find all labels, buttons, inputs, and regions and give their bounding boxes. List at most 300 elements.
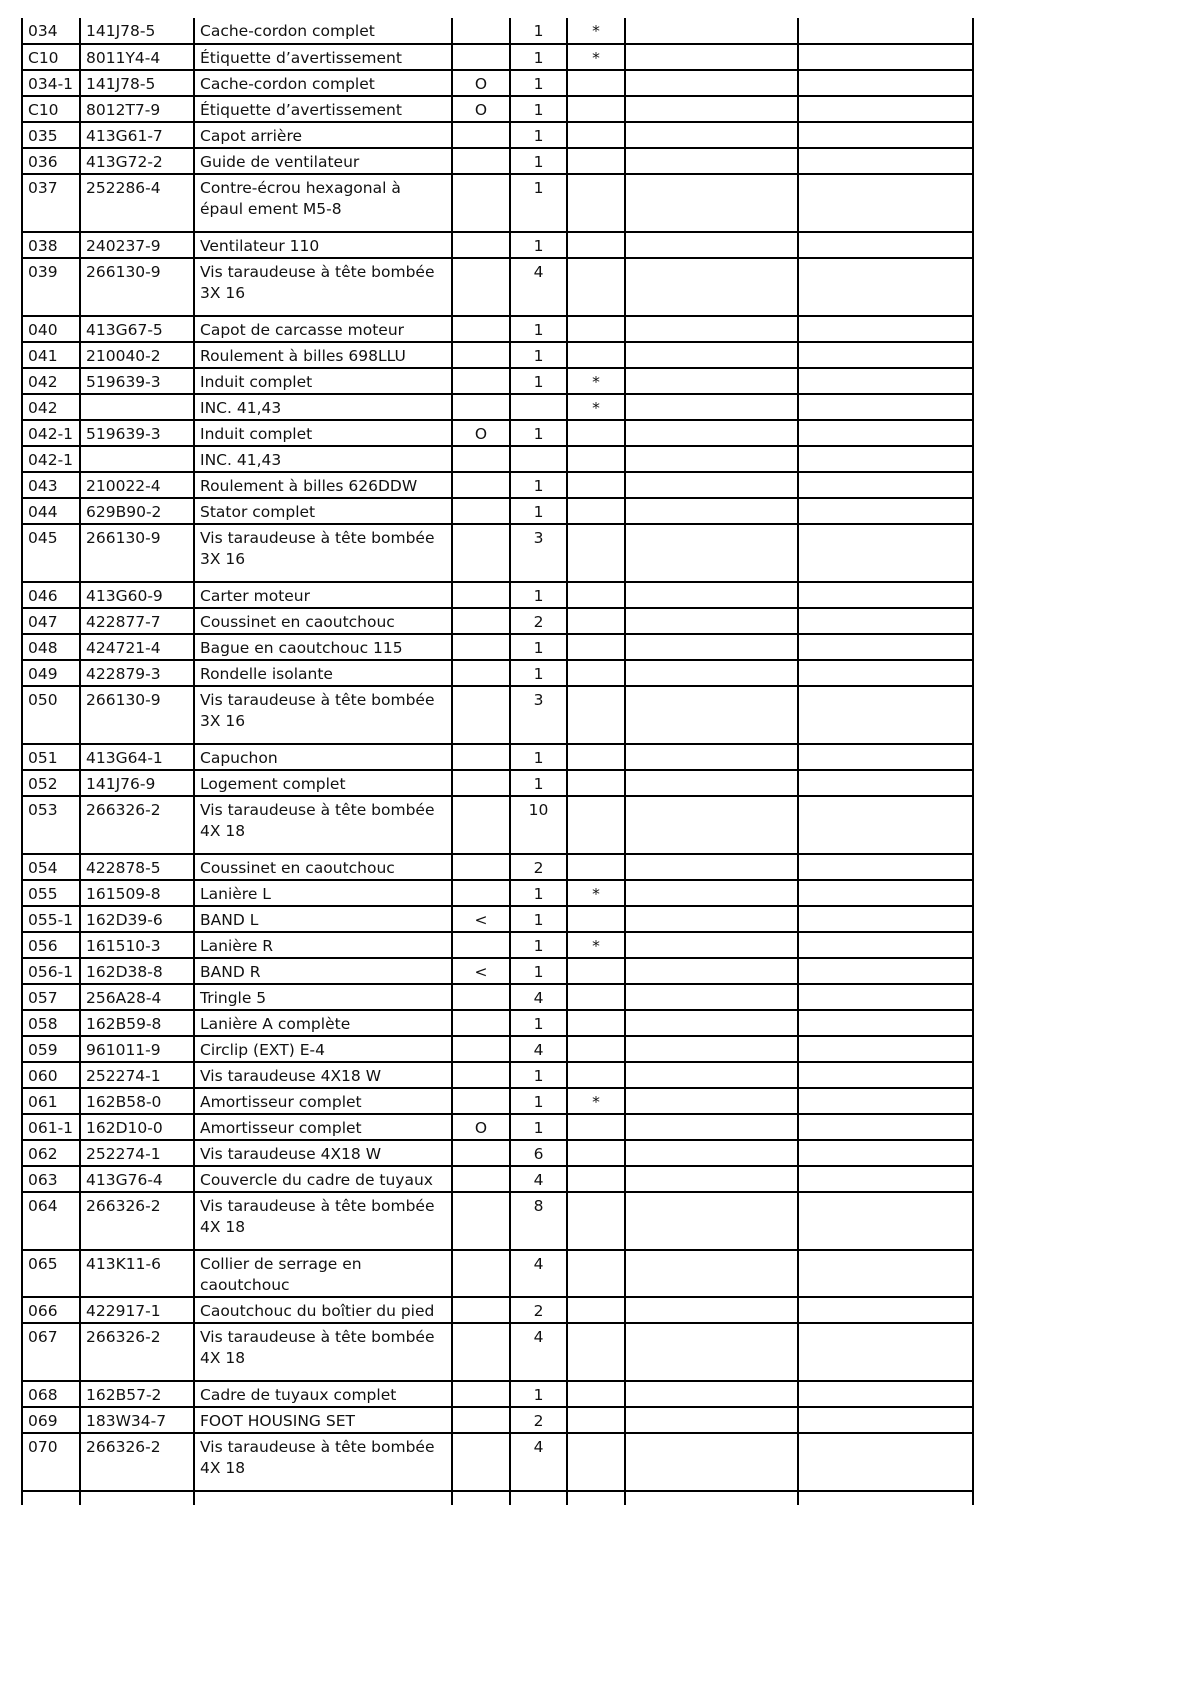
- ref-number-cell: 040: [22, 316, 80, 342]
- table-row: [22, 316, 973, 342]
- quantity-cell: 1: [510, 634, 567, 660]
- quantity-cell: 1: [510, 44, 567, 70]
- description-cell: Vis taraudeuse à tête bombée 3X 16: [194, 686, 452, 744]
- part-number-cell: 422878-5: [80, 854, 194, 880]
- description-cell: Vis taraudeuse à tête bombée 3X 16: [194, 258, 452, 316]
- description-cell: Cache-cordon complet: [194, 18, 452, 44]
- description-cell: Logement complet: [194, 770, 452, 796]
- blank-cell: [625, 744, 798, 770]
- ref-number-cell: 066: [22, 1297, 80, 1323]
- note-cell: *: [567, 18, 625, 44]
- table-row: [22, 232, 973, 258]
- part-number-cell: 141J78-5: [80, 18, 194, 44]
- description-cell: Vis taraudeuse à tête bombée 4X 18: [194, 1433, 452, 1491]
- blank-cell: [625, 660, 798, 686]
- table-row: [22, 854, 973, 880]
- note-cell: [567, 70, 625, 96]
- note-cell: [567, 906, 625, 932]
- blank-cell: [625, 446, 798, 472]
- ref-number-cell: 065: [22, 1250, 80, 1297]
- flag-cell: [452, 258, 510, 316]
- quantity-cell: [510, 446, 567, 472]
- note-cell: [567, 1166, 625, 1192]
- part-number-cell: 266130-9: [80, 524, 194, 582]
- blank-cell: [625, 932, 798, 958]
- blank-cell: [625, 1088, 798, 1114]
- ref-number-cell: C10: [22, 44, 80, 70]
- note-cell: [567, 1407, 625, 1433]
- description-cell: Roulement à billes 698LLU: [194, 342, 452, 368]
- table-row: [22, 770, 973, 796]
- quantity-cell: 4: [510, 1323, 567, 1381]
- blank-cell: [798, 1381, 973, 1407]
- part-number-cell: 413G76-4: [80, 1166, 194, 1192]
- blank-cell: [798, 770, 973, 796]
- description-cell: Ventilateur 110: [194, 232, 452, 258]
- ref-number-cell: 052: [22, 770, 80, 796]
- ref-number-cell: 039: [22, 258, 80, 316]
- note-cell: [567, 258, 625, 316]
- blank-cell: [798, 1036, 973, 1062]
- blank-cell: [625, 906, 798, 932]
- table-row: [22, 796, 973, 854]
- blank-cell: [798, 1297, 973, 1323]
- flag-cell: [452, 932, 510, 958]
- flag-cell: [452, 1010, 510, 1036]
- part-number-cell: 422917-1: [80, 1297, 194, 1323]
- blank-cell: [625, 1491, 798, 1505]
- description-cell: Lanière L: [194, 880, 452, 906]
- quantity-cell: 1: [510, 1010, 567, 1036]
- ref-number-cell: 061: [22, 1088, 80, 1114]
- flag-cell: [452, 686, 510, 744]
- quantity-cell: 4: [510, 1166, 567, 1192]
- blank-cell: [798, 958, 973, 984]
- part-number-cell: 519639-3: [80, 420, 194, 446]
- ref-number-cell: 056: [22, 932, 80, 958]
- description-cell: Circlip (EXT) E-4: [194, 1036, 452, 1062]
- note-cell: [567, 420, 625, 446]
- flag-cell: [452, 18, 510, 44]
- description-cell: Lanière R: [194, 932, 452, 958]
- blank-cell: [798, 148, 973, 174]
- flag-cell: [452, 1166, 510, 1192]
- ref-number-cell: 049: [22, 660, 80, 686]
- blank-cell: [567, 1491, 625, 1505]
- part-number-cell: [80, 446, 194, 472]
- note-cell: *: [567, 1088, 625, 1114]
- flag-cell: [452, 44, 510, 70]
- part-number-cell: 422879-3: [80, 660, 194, 686]
- table-row: [22, 582, 973, 608]
- ref-number-cell: C10: [22, 96, 80, 122]
- blank-cell: [798, 70, 973, 96]
- blank-cell: [625, 148, 798, 174]
- table-row: [22, 1433, 973, 1491]
- blank-cell: [625, 796, 798, 854]
- part-number-cell: 210040-2: [80, 342, 194, 368]
- part-number-cell: 141J78-5: [80, 70, 194, 96]
- blank-cell: [625, 316, 798, 342]
- table-row: [22, 1062, 973, 1088]
- flag-cell: [452, 854, 510, 880]
- table-row: [22, 524, 973, 582]
- note-cell: [567, 770, 625, 796]
- table-row: [22, 634, 973, 660]
- table-row: [22, 744, 973, 770]
- blank-cell: [798, 1166, 973, 1192]
- note-cell: [567, 316, 625, 342]
- flag-cell: [452, 446, 510, 472]
- note-cell: *: [567, 394, 625, 420]
- table-row: [22, 880, 973, 906]
- ref-number-cell: 034-1: [22, 70, 80, 96]
- note-cell: [567, 342, 625, 368]
- ref-number-cell: 036: [22, 148, 80, 174]
- ref-number-cell: 068: [22, 1381, 80, 1407]
- ref-number-cell: 057: [22, 984, 80, 1010]
- description-cell: Vis taraudeuse 4X18 W: [194, 1062, 452, 1088]
- blank-cell: [798, 394, 973, 420]
- ref-number-cell: 070: [22, 1433, 80, 1491]
- blank-cell: [625, 18, 798, 44]
- description-cell: Induit complet: [194, 368, 452, 394]
- note-cell: *: [567, 368, 625, 394]
- blank-cell: [625, 258, 798, 316]
- part-number-cell: 266130-9: [80, 258, 194, 316]
- flag-cell: [452, 770, 510, 796]
- blank-cell: [798, 854, 973, 880]
- table-row: [22, 148, 973, 174]
- note-cell: [567, 1250, 625, 1297]
- blank-cell: [22, 1491, 80, 1505]
- quantity-cell: 1: [510, 932, 567, 958]
- blank-cell: [798, 1323, 973, 1381]
- blank-cell: [625, 1407, 798, 1433]
- ref-number-cell: 056-1: [22, 958, 80, 984]
- ref-number-cell: 058: [22, 1010, 80, 1036]
- description-cell: Vis taraudeuse à tête bombée 4X 18: [194, 1192, 452, 1250]
- note-cell: [567, 958, 625, 984]
- blank-cell: [798, 582, 973, 608]
- quantity-cell: 1: [510, 96, 567, 122]
- blank-cell: [798, 1192, 973, 1250]
- part-number-cell: 162B59-8: [80, 1010, 194, 1036]
- description-cell: Étiquette d’avertissement: [194, 96, 452, 122]
- blank-cell: [625, 1323, 798, 1381]
- part-number-cell: 141J76-9: [80, 770, 194, 796]
- flag-cell: [452, 1140, 510, 1166]
- ref-number-cell: 053: [22, 796, 80, 854]
- quantity-cell: 1: [510, 744, 567, 770]
- quantity-cell: 1: [510, 1114, 567, 1140]
- quantity-cell: [510, 394, 567, 420]
- part-number-cell: 8012T7-9: [80, 96, 194, 122]
- flag-cell: [452, 368, 510, 394]
- ref-number-cell: 044: [22, 498, 80, 524]
- part-number-cell: 8011Y4-4: [80, 44, 194, 70]
- ref-number-cell: 069: [22, 1407, 80, 1433]
- part-number-cell: 519639-3: [80, 368, 194, 394]
- blank-cell: [798, 316, 973, 342]
- note-cell: *: [567, 880, 625, 906]
- quantity-cell: 1: [510, 958, 567, 984]
- quantity-cell: 1: [510, 1381, 567, 1407]
- blank-cell: [625, 96, 798, 122]
- blank-cell: [625, 342, 798, 368]
- flag-cell: [452, 1407, 510, 1433]
- table-row: [22, 906, 973, 932]
- description-cell: Vis taraudeuse à tête bombée 4X 18: [194, 796, 452, 854]
- description-cell: INC. 41,43: [194, 394, 452, 420]
- quantity-cell: 1: [510, 1062, 567, 1088]
- part-number-cell: 162D39-6: [80, 906, 194, 932]
- quantity-cell: 4: [510, 1433, 567, 1491]
- table-row: [22, 18, 973, 44]
- description-cell: Étiquette d’avertissement: [194, 44, 452, 70]
- flag-cell: O: [452, 420, 510, 446]
- table-row: [22, 446, 973, 472]
- flag-cell: [452, 1250, 510, 1297]
- flag-cell: [452, 472, 510, 498]
- note-cell: [567, 744, 625, 770]
- table-row: [22, 1088, 973, 1114]
- description-cell: Induit complet: [194, 420, 452, 446]
- part-number-cell: 413K11-6: [80, 1250, 194, 1297]
- part-number-cell: 413G61-7: [80, 122, 194, 148]
- description-cell: BAND L: [194, 906, 452, 932]
- quantity-cell: 1: [510, 342, 567, 368]
- blank-cell: [625, 1381, 798, 1407]
- blank-cell: [625, 1192, 798, 1250]
- table-row: [22, 1140, 973, 1166]
- blank-cell: [625, 420, 798, 446]
- blank-cell: [510, 1491, 567, 1505]
- blank-cell: [625, 44, 798, 70]
- flag-cell: [452, 174, 510, 232]
- table-row: [22, 258, 973, 316]
- note-cell: [567, 686, 625, 744]
- note-cell: [567, 472, 625, 498]
- blank-cell: [798, 1088, 973, 1114]
- blank-cell: [798, 660, 973, 686]
- blank-cell: [798, 906, 973, 932]
- blank-cell: [625, 1166, 798, 1192]
- blank-cell: [798, 1491, 973, 1505]
- ref-number-cell: 042: [22, 368, 80, 394]
- flag-cell: [452, 608, 510, 634]
- blank-cell: [798, 446, 973, 472]
- description-cell: Bague en caoutchouc 115: [194, 634, 452, 660]
- quantity-cell: 1: [510, 906, 567, 932]
- ref-number-cell: 042-1: [22, 446, 80, 472]
- flag-cell: <: [452, 906, 510, 932]
- parts-table-body: [22, 18, 973, 1505]
- blank-cell: [625, 1433, 798, 1491]
- blank-cell: [798, 420, 973, 446]
- ref-number-cell: 051: [22, 744, 80, 770]
- description-cell: Cadre de tuyaux complet: [194, 1381, 452, 1407]
- blank-cell: [625, 686, 798, 744]
- quantity-cell: 10: [510, 796, 567, 854]
- flag-cell: [452, 148, 510, 174]
- blank-cell: [798, 1010, 973, 1036]
- blank-cell: [798, 368, 973, 394]
- part-number-cell: 162B58-0: [80, 1088, 194, 1114]
- ref-number-cell: 047: [22, 608, 80, 634]
- flag-cell: [452, 660, 510, 686]
- quantity-cell: 1: [510, 472, 567, 498]
- part-number-cell: 161510-3: [80, 932, 194, 958]
- note-cell: [567, 582, 625, 608]
- description-cell: Roulement à billes 626DDW: [194, 472, 452, 498]
- ref-number-cell: 060: [22, 1062, 80, 1088]
- quantity-cell: 1: [510, 368, 567, 394]
- blank-cell: [625, 984, 798, 1010]
- blank-cell: [80, 1491, 194, 1505]
- part-number-cell: 629B90-2: [80, 498, 194, 524]
- quantity-cell: 1: [510, 316, 567, 342]
- note-cell: [567, 1192, 625, 1250]
- quantity-cell: 1: [510, 880, 567, 906]
- blank-cell: [625, 1250, 798, 1297]
- ref-number-cell: 037: [22, 174, 80, 232]
- ref-number-cell: 061-1: [22, 1114, 80, 1140]
- blank-cell: [625, 524, 798, 582]
- ref-number-cell: 035: [22, 122, 80, 148]
- blank-cell: [194, 1491, 452, 1505]
- ref-number-cell: 043: [22, 472, 80, 498]
- flag-cell: [452, 1062, 510, 1088]
- table-row: [22, 958, 973, 984]
- description-cell: Coussinet en caoutchouc: [194, 608, 452, 634]
- description-cell: Capuchon: [194, 744, 452, 770]
- blank-cell: [798, 174, 973, 232]
- table-row: [22, 608, 973, 634]
- ref-number-cell: 041: [22, 342, 80, 368]
- part-number-cell: 266326-2: [80, 796, 194, 854]
- blank-cell: [625, 472, 798, 498]
- quantity-cell: 1: [510, 70, 567, 96]
- flag-cell: [452, 1297, 510, 1323]
- part-number-cell: 240237-9: [80, 232, 194, 258]
- flag-cell: O: [452, 70, 510, 96]
- quantity-cell: 4: [510, 984, 567, 1010]
- ref-number-cell: 038: [22, 232, 80, 258]
- blank-cell: [798, 18, 973, 44]
- blank-cell: [798, 472, 973, 498]
- blank-cell: [625, 634, 798, 660]
- flag-cell: [452, 744, 510, 770]
- flag-cell: [452, 316, 510, 342]
- description-cell: FOOT HOUSING SET: [194, 1407, 452, 1433]
- description-cell: Amortisseur complet: [194, 1088, 452, 1114]
- part-number-cell: 256A28-4: [80, 984, 194, 1010]
- flag-cell: [452, 1036, 510, 1062]
- ref-number-cell: 062: [22, 1140, 80, 1166]
- blank-cell: [798, 122, 973, 148]
- note-cell: [567, 634, 625, 660]
- description-cell: INC. 41,43: [194, 446, 452, 472]
- flag-cell: [452, 1433, 510, 1491]
- flag-cell: [452, 342, 510, 368]
- blank-cell: [625, 582, 798, 608]
- flag-cell: O: [452, 1114, 510, 1140]
- note-cell: *: [567, 44, 625, 70]
- note-cell: [567, 1381, 625, 1407]
- flag-cell: [452, 1381, 510, 1407]
- flag-cell: [452, 1192, 510, 1250]
- description-cell: Amortisseur complet: [194, 1114, 452, 1140]
- flag-cell: [452, 984, 510, 1010]
- blank-cell: [625, 854, 798, 880]
- blank-cell: [625, 174, 798, 232]
- blank-cell: [798, 524, 973, 582]
- note-cell: *: [567, 932, 625, 958]
- blank-cell: [798, 498, 973, 524]
- part-number-cell: 252274-1: [80, 1140, 194, 1166]
- ref-number-cell: 048: [22, 634, 80, 660]
- table-row: [22, 44, 973, 70]
- flag-cell: [452, 524, 510, 582]
- quantity-cell: 3: [510, 686, 567, 744]
- description-cell: Couvercle du cadre de tuyaux: [194, 1166, 452, 1192]
- description-cell: Carter moteur: [194, 582, 452, 608]
- note-cell: [567, 96, 625, 122]
- blank-cell: [625, 394, 798, 420]
- table-row: [22, 1297, 973, 1323]
- quantity-cell: 4: [510, 258, 567, 316]
- part-number-cell: 266326-2: [80, 1433, 194, 1491]
- part-number-cell: 183W34-7: [80, 1407, 194, 1433]
- description-cell: Stator complet: [194, 498, 452, 524]
- part-number-cell: 413G60-9: [80, 582, 194, 608]
- ref-number-cell: 034: [22, 18, 80, 44]
- blank-cell: [625, 770, 798, 796]
- blank-cell: [625, 498, 798, 524]
- blank-cell: [798, 1114, 973, 1140]
- table-row: [22, 1407, 973, 1433]
- part-number-cell: 252274-1: [80, 1062, 194, 1088]
- ref-number-cell: 050: [22, 686, 80, 744]
- table-row: [22, 984, 973, 1010]
- quantity-cell: 1: [510, 660, 567, 686]
- table-row: [22, 368, 973, 394]
- note-cell: [567, 1433, 625, 1491]
- description-cell: Guide de ventilateur: [194, 148, 452, 174]
- description-cell: Vis taraudeuse à tête bombée 4X 18: [194, 1323, 452, 1381]
- description-cell: BAND R: [194, 958, 452, 984]
- flag-cell: [452, 634, 510, 660]
- blank-cell: [625, 608, 798, 634]
- note-cell: [567, 524, 625, 582]
- part-number-cell: 162D10-0: [80, 1114, 194, 1140]
- quantity-cell: 2: [510, 608, 567, 634]
- table-row: [22, 1166, 973, 1192]
- note-cell: [567, 660, 625, 686]
- blank-cell: [798, 1250, 973, 1297]
- description-cell: Capot de carcasse moteur: [194, 316, 452, 342]
- description-cell: Coussinet en caoutchouc: [194, 854, 452, 880]
- ref-number-cell: 067: [22, 1323, 80, 1381]
- table-row: [22, 472, 973, 498]
- flag-cell: [452, 880, 510, 906]
- quantity-cell: 4: [510, 1036, 567, 1062]
- part-number-cell: 252286-4: [80, 174, 194, 232]
- parts-table: [21, 18, 974, 1505]
- description-cell: Tringle 5: [194, 984, 452, 1010]
- flag-cell: [452, 394, 510, 420]
